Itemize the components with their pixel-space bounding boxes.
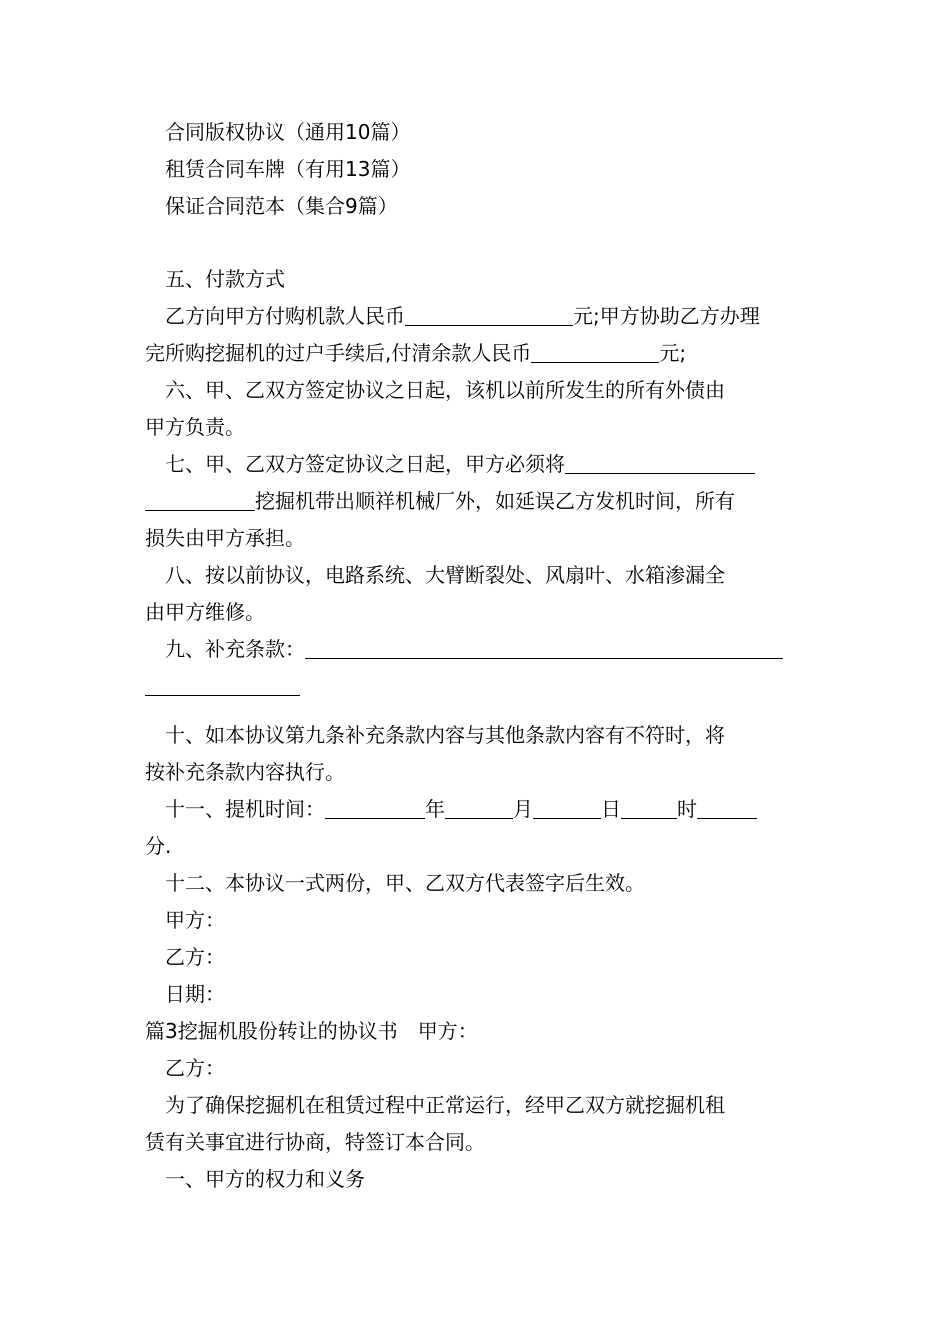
text: 年 <box>425 797 445 821</box>
section-7-line-3: 损失由甲方承担。 <box>145 526 305 550</box>
section-10-line-1: 十、如本协议第九条补充条款内容与其他条款内容有不符时，将 <box>165 723 725 747</box>
related-link-3[interactable]: 保证合同范本（集合9篇） <box>165 194 398 218</box>
text: 元;甲方协助乙方办理 <box>573 304 760 328</box>
blank-field <box>145 486 255 511</box>
text: 七、甲、乙双方签定协议之日起，甲方必须将 <box>165 452 565 476</box>
blank-field <box>445 794 513 819</box>
article-3-para-1-line-2: 赁有关事宜进行协商，特签订本合同。 <box>145 1130 485 1154</box>
section-6-line-1: 六、甲、乙双方签定协议之日起，该机以前所发生的所有外债由 <box>165 378 725 402</box>
related-link-1[interactable]: 合同版权协议（通用10篇） <box>165 120 411 144</box>
blank-field <box>533 794 601 819</box>
party-b-signature: 乙方： <box>165 945 225 969</box>
article-3-section-1-title: 一、甲方的权力和义务 <box>165 1167 365 1191</box>
text: 完所购挖掘机的过户手续后,付清余款人民币 <box>145 341 532 365</box>
section-5-title: 五、付款方式 <box>165 267 285 291</box>
text: 挖掘机带出顺祥机械厂外，如延误乙方发机时间，所有 <box>255 489 735 513</box>
related-link-2[interactable]: 租赁合同车牌（有用13篇） <box>165 157 411 181</box>
section-11-line-1 <box>145 791 807 828</box>
section-8-line-1: 八、按以前协议，电路系统、大臂断裂处、风扇叶、水箱渗漏全 <box>165 563 725 587</box>
blank-field <box>531 338 659 363</box>
section-7-line-2 <box>145 483 807 520</box>
section-5-line-1 <box>145 298 807 335</box>
section-8-line-2: 由甲方维修。 <box>145 600 265 624</box>
text: 日 <box>601 797 621 821</box>
blank-field <box>697 794 757 819</box>
party-a-signature: 甲方： <box>165 908 225 932</box>
section-6-line-2: 甲方负责。 <box>145 415 245 439</box>
blank-field <box>305 634 783 659</box>
blank-field <box>621 794 677 819</box>
section-11-line-2: 分. <box>145 834 172 858</box>
date-line: 日期： <box>165 982 225 1006</box>
blank-field <box>565 449 755 474</box>
text: 月 <box>513 797 533 821</box>
spacer <box>145 705 807 717</box>
article-3-title: 篇3挖掘机股份转让的协议书 甲方： <box>145 1019 478 1043</box>
section-5-line-2 <box>145 335 807 372</box>
document-body <box>145 114 807 1198</box>
blank-field <box>325 794 425 819</box>
section-9-line-2 <box>145 668 807 705</box>
section-7-line-1 <box>145 446 807 483</box>
article-3-party-b: 乙方： <box>165 1056 225 1080</box>
text: 时 <box>677 797 697 821</box>
section-10-line-2: 按补充条款内容执行。 <box>145 760 345 784</box>
spacer <box>145 225 807 261</box>
text: 元; <box>659 341 687 365</box>
article-3-para-1-line-1: 为了确保挖掘机在租赁过程中正常运行，经甲乙双方就挖掘机租 <box>165 1093 725 1117</box>
section-9-line-1 <box>145 631 807 668</box>
text: 十一、提机时间： <box>165 797 325 821</box>
blank-field <box>405 301 573 326</box>
section-12-line-1: 十二、本协议一式两份，甲、乙双方代表签字后生效。 <box>165 871 645 895</box>
blank-field <box>145 671 300 696</box>
text: 乙方向甲方付购机款人民币 <box>165 304 405 328</box>
text: 九、补充条款： <box>165 637 305 661</box>
